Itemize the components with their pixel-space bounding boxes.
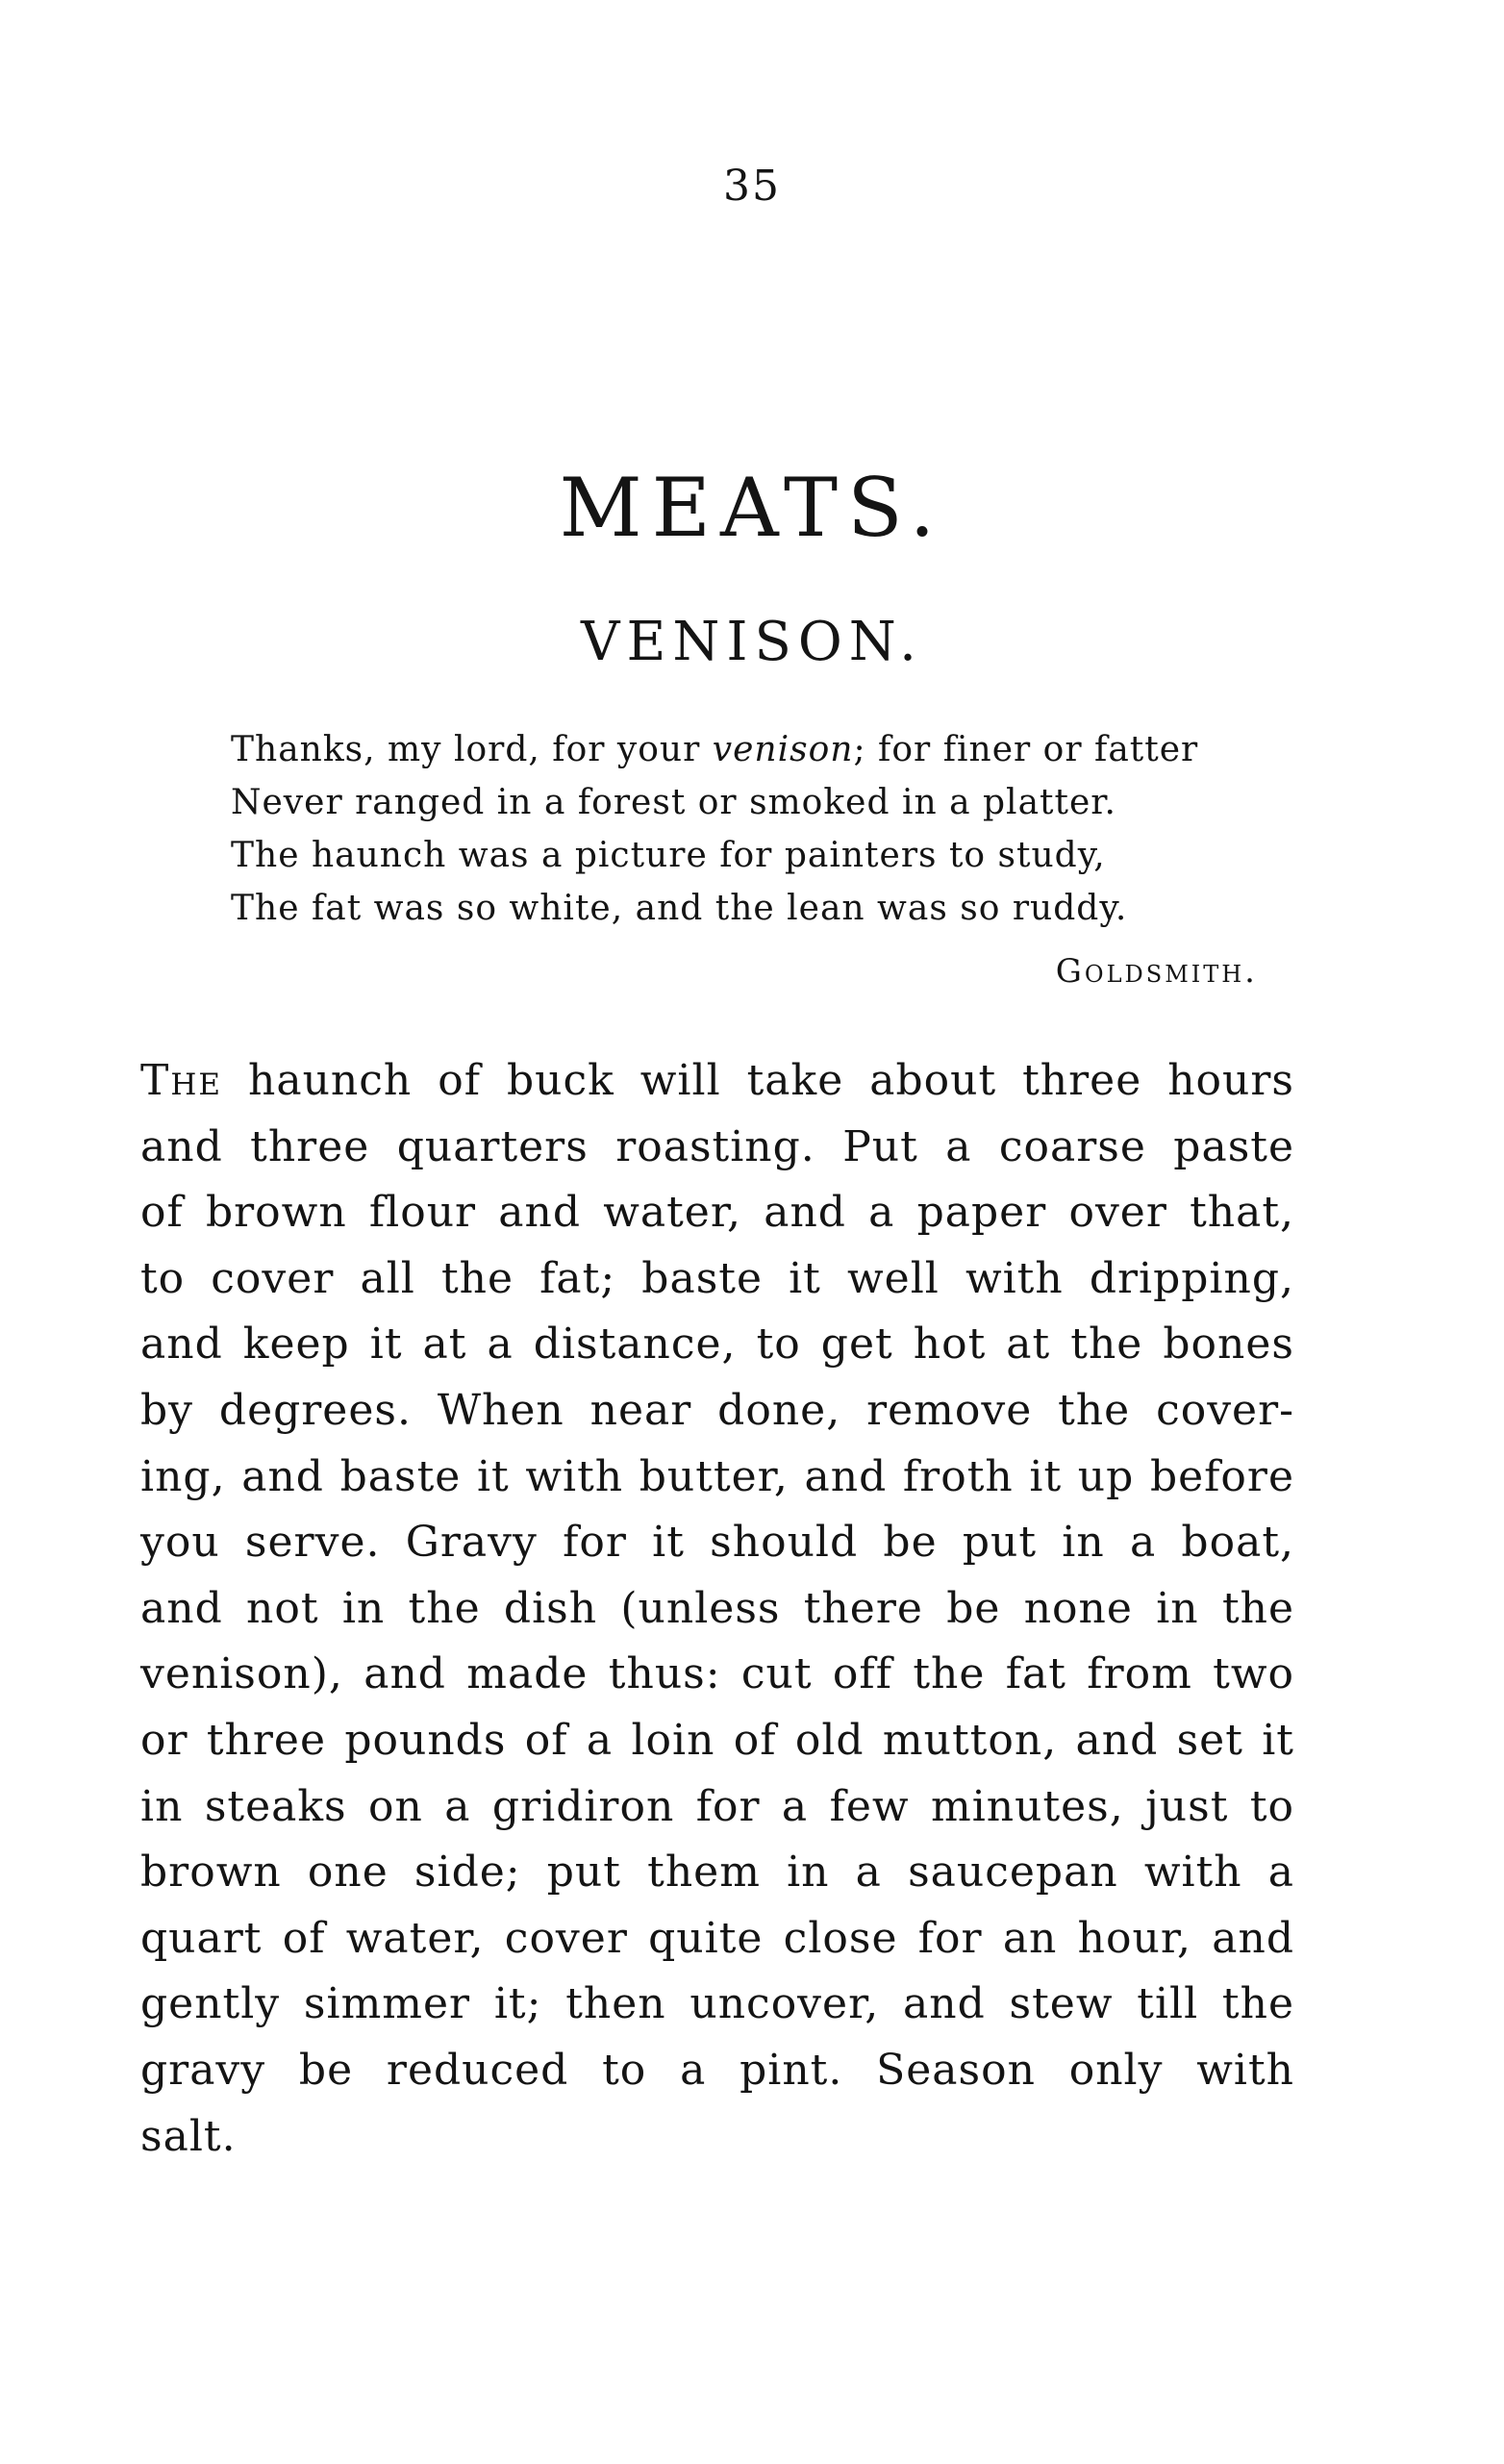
poem-line-2: Never ranged in a forest or smoked in a platter. xyxy=(231,783,1116,822)
poem-line-1-start: Thanks, my lord, for your xyxy=(231,730,713,769)
body-line-10: venison), and made thus: cut off the fat from two xyxy=(140,1649,1294,1699)
body-line-14: quart of water, cover quite close for an hour, and xyxy=(140,1913,1294,1963)
poem-line-1 xyxy=(231,723,1241,776)
poem-line-4: The fat was so white, and the lean was so ruddy. xyxy=(231,889,1128,928)
recipe-title: VENISON. xyxy=(581,611,923,673)
poem-line-3: The haunch was a picture for painters to study, xyxy=(231,836,1106,875)
poem-italic-word: venison xyxy=(712,730,854,769)
body-line-13: brown one side; put them in a saucepan with a xyxy=(140,1848,1294,1898)
body-line-7: ing, and baste it with butter, and froth it up before xyxy=(140,1451,1294,1501)
epigraph-poem xyxy=(231,723,1241,935)
body-line-4: to cover all the fat; baste it well with dripping, xyxy=(140,1253,1294,1303)
body-line-1-rest: haunch of buck will take about three hours xyxy=(222,1056,1294,1105)
body-line-11: or three pounds of a loin of old mutton, and set it xyxy=(140,1715,1294,1765)
body-line-17: salt. xyxy=(140,2111,237,2161)
body-line-2: and three quarters roasting. Put a coarse paste xyxy=(140,1121,1294,1171)
body-line-3: of brown flour and water, and a paper over that, xyxy=(140,1188,1294,1238)
body-line-8: you serve. Gravy for it should be put in a boat, xyxy=(140,1518,1294,1568)
recipe-body xyxy=(140,1048,1294,2170)
page-number: 35 xyxy=(723,162,781,211)
body-line-16: gravy be reduced to a pint. Season only with xyxy=(140,2045,1294,2095)
body-line-15: gently simmer it; then uncover, and stew till the xyxy=(140,1979,1294,2029)
body-line-1 xyxy=(140,1048,1294,1115)
epigraph-attribution: Goldsmith. xyxy=(1055,952,1258,991)
body-line-12: in steaks on a gridiron for a few minutes, just to xyxy=(140,1781,1294,1831)
body-line-5: and keep it at a distance, to get hot at the bones xyxy=(140,1320,1294,1370)
poem-line-1-end: ; for finer or fatter xyxy=(853,730,1199,769)
body-line-9: and not in the dish (unless there be none in the xyxy=(140,1583,1294,1633)
section-title: MEATS. xyxy=(559,461,945,555)
body-lead-word: The xyxy=(140,1056,223,1105)
body-line-6: by degrees. When near done, remove the cover- xyxy=(140,1385,1294,1435)
